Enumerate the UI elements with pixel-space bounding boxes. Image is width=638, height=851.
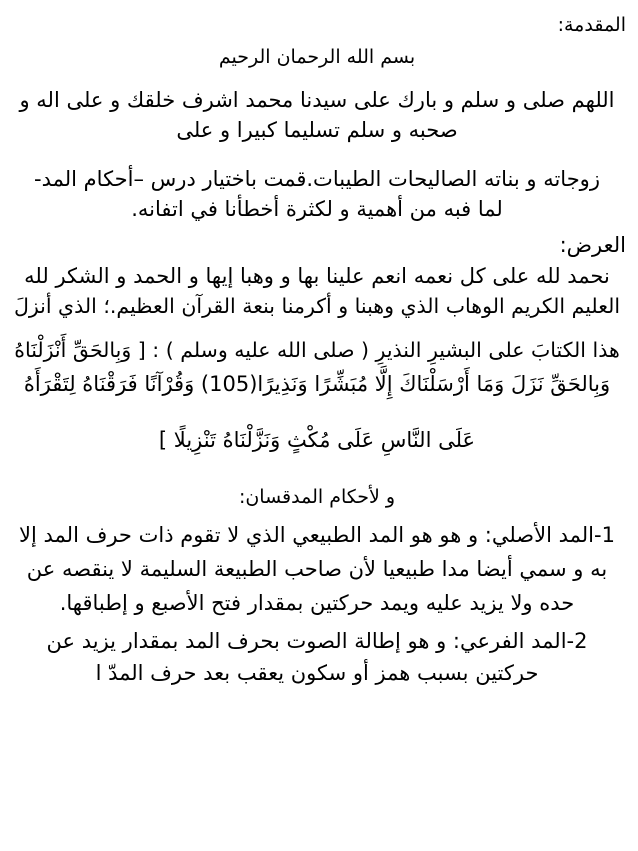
- rule-2-line-2: حركتين بسبب همز أو سكون يعقب بعد حرف المدّ ا: [95, 661, 539, 685]
- presentation-heading: العرض:: [559, 233, 626, 257]
- rule-2-line-1: 2-المد الفرعي: و هو إطالة الصوت بحرف المد بمقدار يزيد عن: [46, 629, 588, 653]
- salawat-line-2: صحبه و سلم تسليما كبيرا و على: [176, 118, 458, 142]
- quran-verse-line-1: وَبِالحَقِّ نَزَلَ وَمَا أَرْسَلْنَاكَ إِلَّا مُبَشِّرًا وَنَذِيرًا(105) وَقُرْآنًا فَرَقْنَاهُ لِتَقْرَأَهُ: [23, 372, 611, 396]
- salawat-line-1: اللهم صلى و سلم و بارك على سيدنا محمد اشرف خلقك و على اله و: [19, 88, 615, 112]
- rule-1-line-3: حده ولا يزيد عليه ويمد حركتين بمقدار فتح الأصبع و إطباقها.: [59, 591, 575, 615]
- quran-verse-line-2: عَلَى النَّاسِ عَلَى مُكْثٍ وَنَزَّلْنَاهُ تَنْزِيلًا ]: [158, 428, 476, 452]
- lesson-line-2: لما فبه من أهمية و لكثرة أخطأنا في اتفانه.: [131, 197, 503, 221]
- rule-1-line-1: 1-المد الأصلي: و هو هو المد الطبيعي الذي لا تقوم ذات حرف المد إلا: [19, 523, 615, 547]
- rules-heading: و لأحكام المدقسان:: [238, 486, 396, 508]
- lesson-line-1: زوجاته و بناته الصاليحات الطيبات.قمت باختيار درس –أحكام المد-: [34, 167, 600, 191]
- intro-heading: المقدمة:: [557, 14, 626, 36]
- rule-1-line-2: به و سمي أيضا مدا طبيعيا لأن صاحب الطبيعة السليمة لا ينقصه عن: [26, 557, 608, 581]
- presentation-line-2: العليم الكريم الوهاب الذي وهبنا و أكرمنا بنعة القرآن العظيم.؛ الذي أنزلَ: [13, 294, 621, 318]
- presentation-line-3: هذا الكتابَ على البشيرِ النذيرِ ( صلى الله عليه وسلم ) : [ وَبِالحَقِّ أَنْزَلْنَاهُ: [14, 338, 620, 362]
- basmala: بسم الله الرحمان الرحيم: [218, 46, 416, 68]
- presentation-line-1: نحمد لله على كل نعمه انعم علينا بها و وهبا إيها و الحمد و الشكر لله: [24, 264, 610, 288]
